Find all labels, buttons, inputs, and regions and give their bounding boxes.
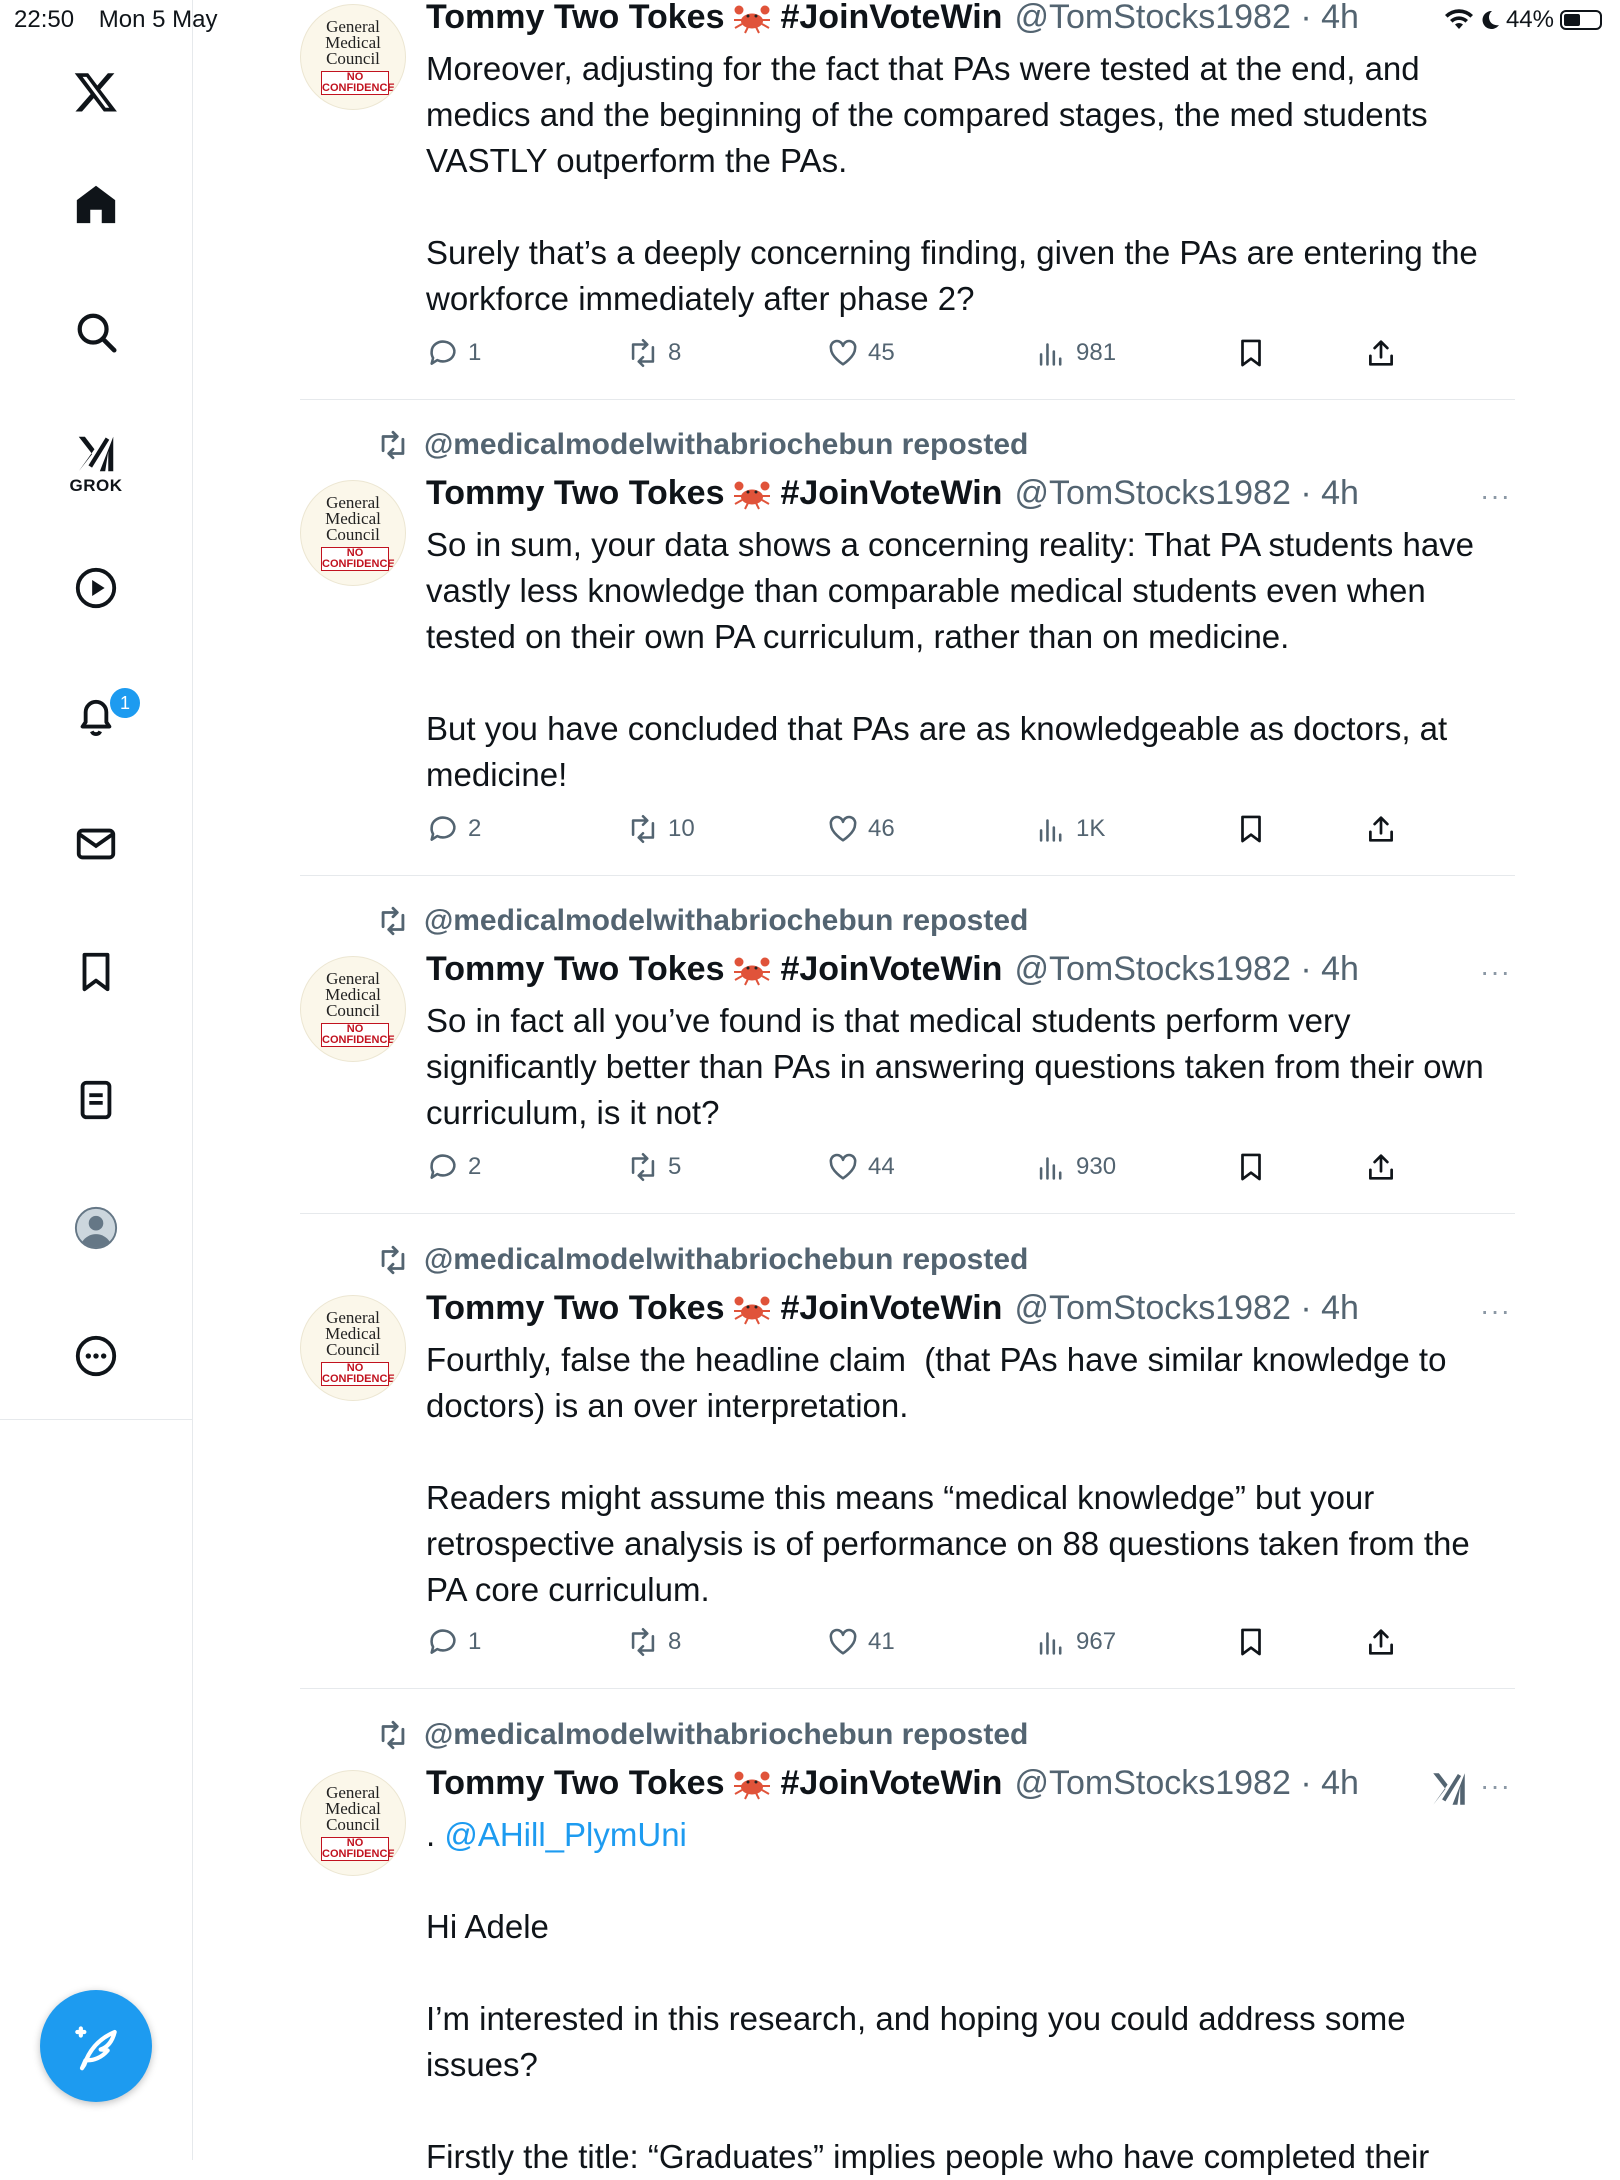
avatar-text: General: [326, 493, 380, 512]
user-avatar[interactable]: [300, 1295, 406, 1401]
handle-time[interactable]: @TomStocks1982 · 4h: [1014, 0, 1359, 36]
avatar-text: Council: [326, 1815, 380, 1834]
reply-count: 2: [468, 1153, 482, 1180]
share-icon: [1364, 336, 1398, 370]
wifi-icon: [1444, 9, 1474, 31]
handle-time[interactable]: @TomStocks1982 · 4h: [1014, 474, 1359, 512]
user-avatar[interactable]: [300, 480, 406, 586]
like-count: 46: [868, 815, 895, 842]
views-icon: [1034, 336, 1068, 370]
reply-count: 1: [468, 339, 482, 366]
more-options-icon[interactable]: ···: [1480, 1770, 1511, 1801]
bookmark-button[interactable]: [1234, 1150, 1268, 1184]
avatar-text: Council: [326, 49, 380, 68]
stamp-text: NO: [346, 71, 364, 83]
like-button[interactable]: [826, 812, 895, 846]
sidebar-divider: [0, 1419, 192, 1420]
notification-badge: 1: [108, 686, 142, 720]
repost-button[interactable]: [626, 336, 681, 370]
repost-label: [376, 1718, 1028, 1752]
stamp-text: NO: [346, 1837, 364, 1849]
moon-icon: [1480, 9, 1500, 31]
repost-button[interactable]: [626, 812, 695, 846]
list-icon[interactable]: [66, 1070, 126, 1130]
reply-icon: [426, 812, 460, 846]
no-confidence-stamp: [321, 1362, 395, 1386]
play-icon[interactable]: [66, 558, 126, 618]
tweet-text: Moreover, adjusting for the fact that PAs were tested at the end, and medics and the beginning of the compared stages, the med students VASTLY outperform the PAs. Surely that’s a deeply concerning finding, given the PAs are entering the workforce immediately after phase 2?: [426, 50, 1478, 317]
reply-button[interactable]: [426, 336, 481, 370]
display-name[interactable]: Tommy Two Tokes: [426, 1289, 725, 1327]
hashtag[interactable]: #JoinVoteWin: [780, 950, 1003, 988]
views-button[interactable]: [1034, 812, 1105, 846]
battery-icon: [1560, 10, 1602, 30]
status-time: 22:50: [14, 6, 75, 33]
view-count: 1K: [1076, 815, 1106, 842]
user-avatar[interactable]: [300, 1770, 406, 1876]
share-button[interactable]: [1364, 812, 1398, 846]
views-button[interactable]: [1034, 1150, 1116, 1184]
share-button[interactable]: [1364, 336, 1398, 370]
reply-icon: [426, 1150, 460, 1184]
user-avatar[interactable]: [300, 956, 406, 1062]
grok-label: GROK: [69, 476, 123, 495]
avatar-text: General: [326, 969, 380, 988]
stamp-text: CONFIDENCE: [322, 1848, 395, 1860]
repost-icon: [626, 1150, 660, 1184]
bookmark-button[interactable]: [1234, 336, 1268, 370]
avatar-text: General: [326, 1783, 380, 1802]
repost-icon: [376, 1718, 410, 1752]
reply-icon: [426, 1625, 460, 1659]
stamp-text: CONFIDENCE: [322, 558, 395, 570]
bookmark-icon: [1234, 336, 1268, 370]
stamp-text: CONFIDENCE: [322, 1373, 395, 1385]
reply-icon: [426, 336, 460, 370]
more-options-icon[interactable]: ···: [1480, 480, 1511, 511]
user-avatar[interactable]: [300, 4, 406, 110]
display-name[interactable]: Tommy Two Tokes: [426, 474, 725, 512]
search-icon[interactable]: [66, 302, 126, 362]
repost-count: 8: [668, 1628, 682, 1655]
hashtag[interactable]: #JoinVoteWin: [780, 474, 1003, 512]
tweet-separator: [300, 1213, 1515, 1214]
no-confidence-stamp: [321, 547, 395, 571]
reply-count: 2: [468, 815, 482, 842]
mention-prefix: .: [426, 1816, 445, 1853]
view-count: 981: [1076, 339, 1117, 366]
crab-icon: [732, 477, 772, 511]
sidebar: [0, 0, 193, 2160]
repost-count: 5: [668, 1153, 682, 1180]
avatar-text: Council: [326, 525, 380, 544]
mention-link[interactable]: @AHill_PlymUni: [444, 1816, 687, 1853]
heart-icon: [826, 812, 860, 846]
tweet-text: So in sum, your data shows a concerning reality: That PA students have vastly less knowledge than comparable medical students even when tested on their own PA curriculum, rather than on medicine. But you have concluded that PAs are as knowledgeable as doctors, at medicine!: [426, 526, 1475, 793]
repost-count: 8: [668, 339, 682, 366]
avatar-icon[interactable]: [66, 1198, 126, 1258]
grok-icon[interactable]: [66, 424, 126, 484]
more-circle-icon[interactable]: [66, 1326, 126, 1386]
tweet-actions: [426, 1625, 1516, 1671]
stamp-text: NO: [346, 547, 364, 559]
tweet-header: [426, 950, 1359, 989]
reply-button[interactable]: [426, 1150, 481, 1184]
repost-count: 10: [668, 815, 695, 842]
repost-by[interactable]: @medicalmodelwithabriochebun reposted: [424, 428, 1029, 461]
share-icon: [1364, 812, 1398, 846]
crab-icon: [732, 1767, 772, 1801]
x-logo-icon[interactable]: [66, 62, 126, 122]
avatar-text: Council: [326, 1340, 380, 1359]
no-confidence-stamp: [321, 71, 395, 95]
reply-button[interactable]: [426, 812, 481, 846]
share-icon: [1364, 1625, 1398, 1659]
like-count: 45: [868, 339, 895, 366]
compose-icon: [68, 2018, 124, 2074]
repost-label: [376, 1243, 1028, 1277]
repost-icon: [376, 1243, 410, 1277]
tweet-actions: [426, 1150, 1516, 1196]
avatar-text: Medical: [325, 33, 381, 52]
share-button[interactable]: [1364, 1625, 1398, 1659]
views-icon: [1034, 1625, 1068, 1659]
avatar-text: General: [326, 17, 380, 36]
bookmark-button[interactable]: [1234, 1625, 1268, 1659]
compose-button[interactable]: [40, 1990, 152, 2102]
repost-icon: [626, 336, 660, 370]
tweet-text-body: Hi Adele I’m interested in this research, and hoping you could address some issues? Firstly the title: “Graduates” implies people who have completed their: [426, 1908, 1430, 2175]
battery-percent: 44%: [1505, 6, 1554, 33]
repost-icon: [376, 904, 410, 938]
views-button[interactable]: [1034, 336, 1116, 370]
tweet-text: So in fact all you’ve found is that medical students perform very significantly better than PAs in answering questions taken from their own curriculum, is it not?: [426, 1002, 1493, 1131]
like-count: 41: [868, 1628, 895, 1655]
more-options-icon[interactable]: ···: [1480, 1295, 1511, 1326]
home-icon[interactable]: [66, 174, 126, 234]
crab-icon: [732, 1, 772, 35]
no-confidence-stamp: [321, 1023, 395, 1047]
reply-button[interactable]: [426, 1625, 481, 1659]
views-icon: [1034, 1150, 1068, 1184]
handle-time[interactable]: @TomStocks1982 · 4h: [1014, 1764, 1359, 1802]
repost-by[interactable]: @medicalmodelwithabriochebun reposted: [424, 904, 1029, 937]
avatar-text: Medical: [325, 1799, 381, 1818]
tweet-header: [426, 474, 1359, 513]
tweet-text: Fourthly, false the headline claim (that PAs have similar knowledge to doctors) is an over interpretation. Readers might assume this means “medical knowledge” but your retrospective analysis is of performance on 88 questions taken from the PA core curriculum.: [426, 1341, 1470, 1608]
mail-icon[interactable]: [66, 814, 126, 874]
tweet-text: [426, 1812, 1516, 2180]
stamp-text: CONFIDENCE: [322, 1034, 395, 1046]
view-count: 930: [1076, 1153, 1117, 1180]
stamp-text: NO: [346, 1023, 364, 1035]
like-button[interactable]: [826, 1625, 895, 1659]
repost-button[interactable]: [626, 1150, 681, 1184]
like-button[interactable]: [826, 1150, 895, 1184]
display-name[interactable]: Tommy Two Tokes: [426, 0, 725, 36]
crab-icon: [732, 1292, 772, 1326]
repost-icon: [626, 812, 660, 846]
grok-explain-icon[interactable]: [1428, 1768, 1470, 1810]
avatar-text: Medical: [325, 509, 381, 528]
display-name[interactable]: Tommy Two Tokes: [426, 1764, 725, 1802]
repost-label: [376, 904, 1028, 938]
status-date: Mon 5 May: [98, 6, 218, 33]
stamp-text: NO: [346, 1362, 364, 1374]
avatar-text: Medical: [325, 1324, 381, 1343]
handle-time[interactable]: @TomStocks1982 · 4h: [1014, 950, 1359, 988]
view-count: 967: [1076, 1628, 1117, 1655]
tweet-separator: [300, 399, 1515, 400]
more-options-icon[interactable]: ···: [1480, 956, 1511, 987]
crab-icon: [732, 953, 772, 987]
avatar-text: Council: [326, 1001, 380, 1020]
tweet-header: [426, 1764, 1359, 1803]
share-icon: [1364, 1150, 1398, 1184]
bookmark-button[interactable]: [1234, 812, 1268, 846]
repost-by[interactable]: @medicalmodelwithabriochebun reposted: [424, 1243, 1029, 1276]
stamp-text: CONFIDENCE: [322, 82, 395, 94]
repost-label: [376, 428, 1028, 462]
tweet-separator: [300, 875, 1515, 876]
hashtag[interactable]: #JoinVoteWin: [780, 0, 1003, 36]
avatar-text: General: [326, 1308, 380, 1327]
bookmark-icon: [1234, 812, 1268, 846]
repost-button[interactable]: [626, 1625, 681, 1659]
heart-icon: [826, 1150, 860, 1184]
bookmark-icon[interactable]: [66, 942, 126, 1002]
tweet-actions: [426, 336, 1516, 382]
tweet-actions: [426, 812, 1516, 858]
avatar-text: Medical: [325, 985, 381, 1004]
heart-icon: [826, 336, 860, 370]
hashtag[interactable]: #JoinVoteWin: [780, 1764, 1003, 1802]
repost-by[interactable]: @medicalmodelwithabriochebun reposted: [424, 1718, 1029, 1751]
reply-count: 1: [468, 1628, 482, 1655]
bookmark-icon: [1234, 1625, 1268, 1659]
views-button[interactable]: [1034, 1625, 1116, 1659]
repost-icon: [626, 1625, 660, 1659]
display-name[interactable]: Tommy Two Tokes: [426, 950, 725, 988]
share-button[interactable]: [1364, 1150, 1398, 1184]
like-count: 44: [868, 1153, 895, 1180]
no-confidence-stamp: [321, 1837, 395, 1861]
tweet-separator: [300, 1688, 1515, 1689]
tweet-header: [426, 0, 1359, 37]
tweet-header: [426, 1289, 1359, 1328]
heart-icon: [826, 1625, 860, 1659]
repost-icon: [376, 428, 410, 462]
views-icon: [1034, 812, 1068, 846]
bookmark-icon: [1234, 1150, 1268, 1184]
handle-time[interactable]: @TomStocks1982 · 4h: [1014, 1289, 1359, 1327]
like-button[interactable]: [826, 336, 895, 370]
hashtag[interactable]: #JoinVoteWin: [780, 1289, 1003, 1327]
